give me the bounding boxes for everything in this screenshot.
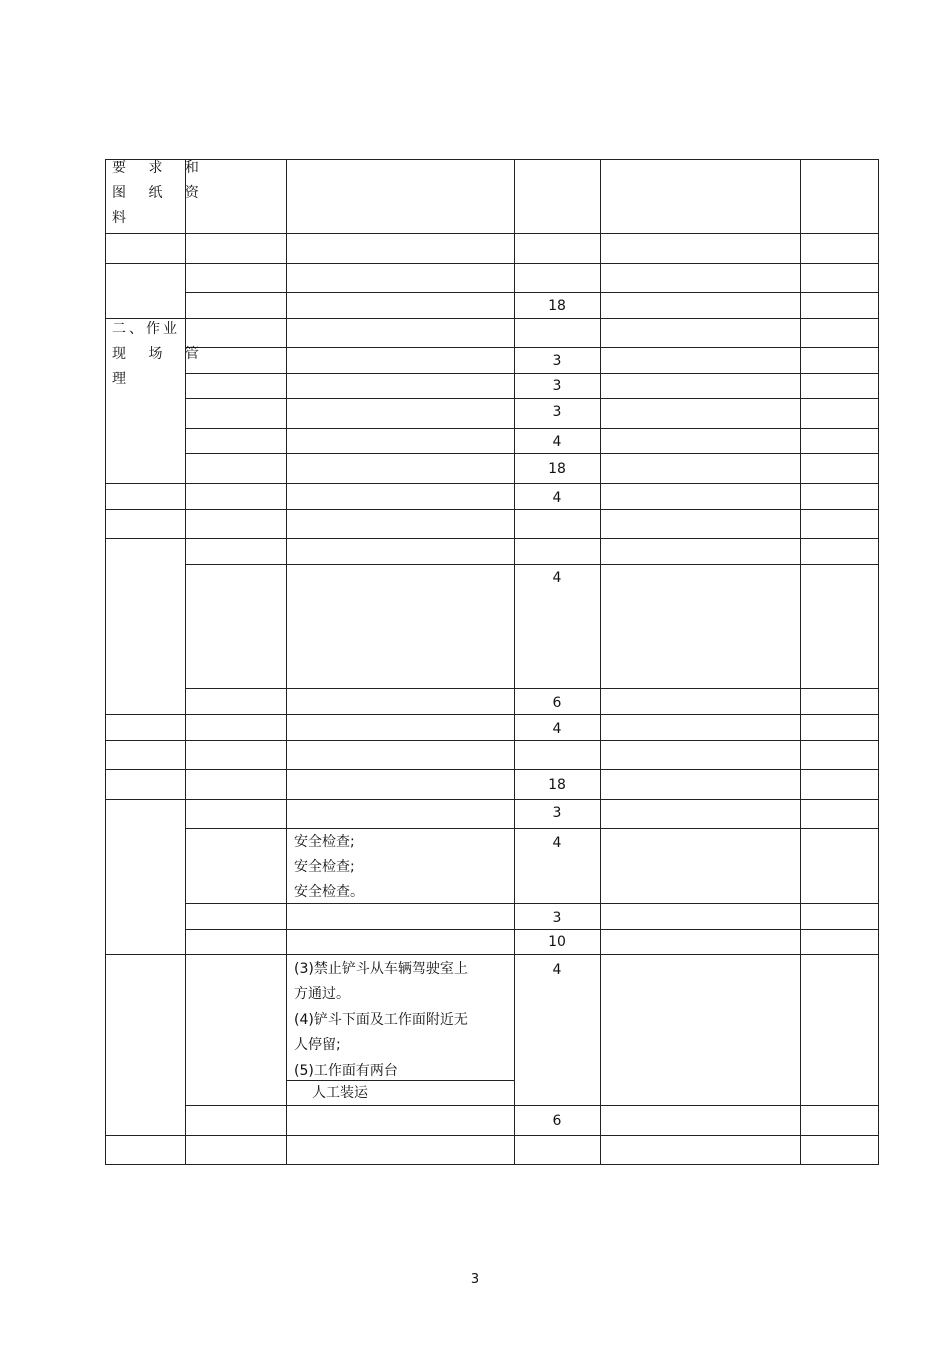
score-cell: 4	[552, 962, 562, 978]
content-line: 安全检查;	[294, 859, 355, 875]
table-line	[105, 263, 878, 264]
content-line: 安全检查;	[294, 834, 355, 850]
table-line	[185, 428, 878, 429]
category-line: 理	[112, 371, 135, 387]
table-line	[185, 1105, 878, 1106]
table-line	[185, 347, 878, 348]
score-cell: 4	[552, 490, 562, 506]
table-line	[105, 509, 878, 510]
content-cell	[294, 957, 468, 1084]
table-line	[185, 398, 878, 399]
table-line	[185, 564, 878, 565]
table-line	[105, 769, 878, 770]
content-line: (3)禁止铲斗从车辆驾驶室上	[294, 961, 468, 977]
category-line: 要 求 和	[112, 160, 208, 176]
score-cell: 3	[552, 353, 562, 369]
category-line: 现 场 管	[112, 346, 208, 362]
table-line	[105, 954, 878, 955]
score-cell: 3	[552, 805, 562, 821]
table-line	[185, 159, 186, 1165]
content-line: 安全检查。	[294, 884, 364, 900]
table-line	[105, 159, 106, 1165]
content-sub-cell: 人工装运	[312, 1085, 368, 1101]
table-line	[105, 233, 878, 234]
score-cell: 6	[552, 1113, 562, 1129]
table-line	[878, 159, 879, 1165]
score-cell: 3	[552, 910, 562, 926]
content-line: (5)工作面有两台	[294, 1063, 398, 1079]
table-line	[600, 159, 601, 1165]
score-cell: 4	[552, 570, 562, 586]
table-line	[185, 903, 878, 904]
table-line	[105, 1164, 878, 1165]
table-line	[185, 828, 878, 829]
page-number: 3	[470, 1272, 480, 1287]
score-cell: 10	[548, 934, 566, 950]
table-line	[800, 159, 801, 1165]
category-cell	[112, 156, 208, 231]
content-line: 方通过。	[294, 986, 350, 1002]
category-line: 料	[112, 210, 135, 226]
score-cell: 18	[548, 777, 566, 793]
table-line	[105, 159, 878, 160]
score-cell: 18	[548, 461, 566, 477]
category-line: 图 纸 资	[112, 185, 208, 201]
score-cell: 3	[552, 404, 562, 420]
table-line	[105, 1135, 878, 1136]
table-line	[105, 740, 878, 741]
score-cell: 18	[548, 298, 566, 314]
score-cell: 4	[552, 721, 562, 737]
table-line	[105, 483, 878, 484]
content-line: (4)铲斗下面及工作面附近无	[294, 1012, 468, 1028]
table-line	[286, 159, 287, 1165]
table-line	[105, 538, 878, 539]
content-line: 人停留;	[294, 1037, 341, 1053]
score-cell: 6	[552, 695, 562, 711]
table-line	[185, 929, 878, 930]
table-line	[185, 292, 878, 293]
score-cell: 4	[552, 835, 562, 851]
category-line: 二、作业	[112, 321, 180, 337]
score-cell: 3	[552, 378, 562, 394]
table-line	[105, 714, 878, 715]
table-line	[185, 688, 878, 689]
table-line	[105, 799, 878, 800]
content-cell	[294, 830, 364, 905]
score-cell: 4	[552, 434, 562, 450]
category-cell	[112, 317, 208, 392]
table-line	[105, 318, 878, 319]
table-line	[185, 453, 878, 454]
table-line	[185, 373, 878, 374]
